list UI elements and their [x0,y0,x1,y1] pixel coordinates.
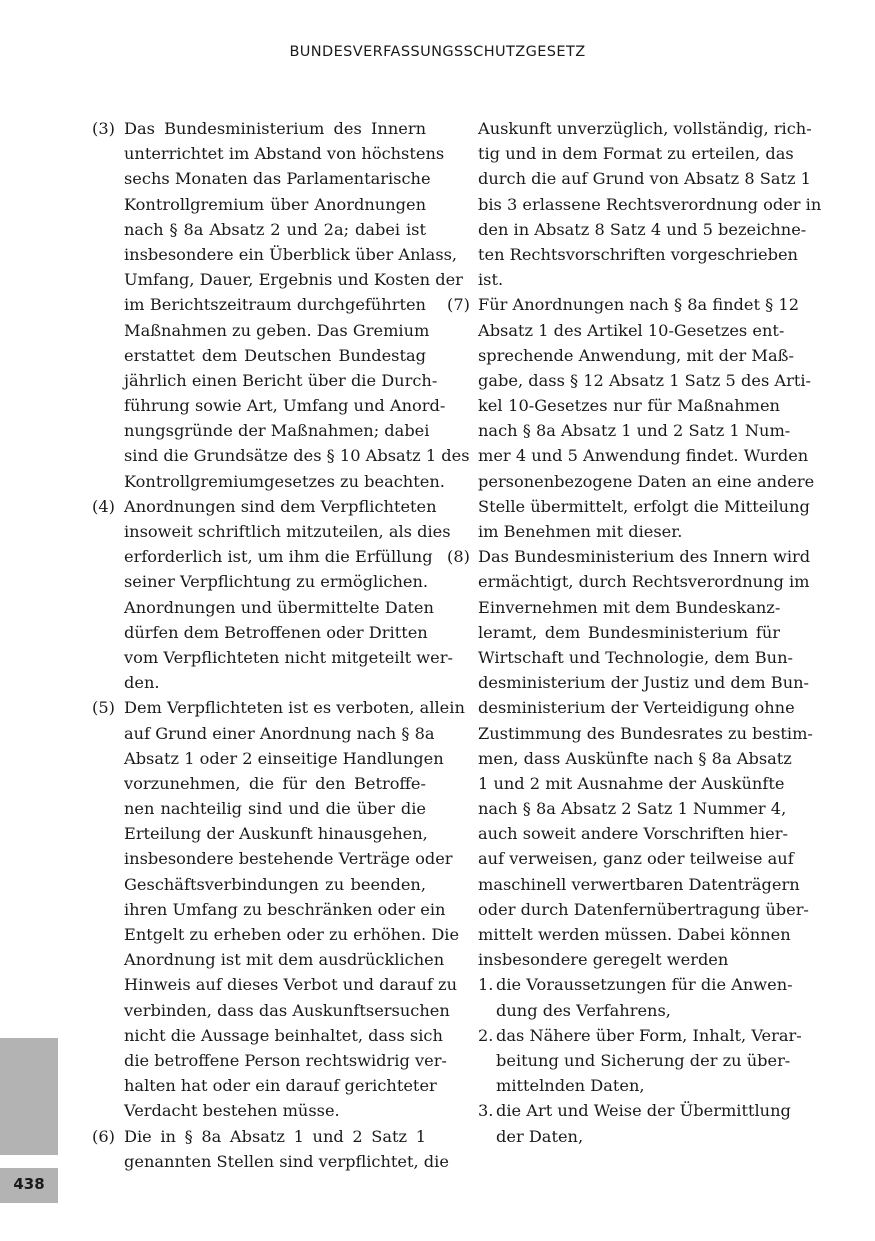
line-text: unterrichtet im Abstand von höchstens [124,144,445,164]
line-text: auf verweisen, ganz oder teilweise auf [478,849,794,869]
text-line [447,192,822,217]
text-line [92,418,430,443]
line-text: der Daten, [496,1126,584,1146]
text-line [92,267,463,292]
text-line [92,494,437,519]
text-line [447,569,810,594]
line-text: Geschäftsverbindungen zu beenden, [124,874,426,894]
list-item-number: 1. [478,975,494,995]
line-text: dürfen dem Betroffenen oder Dritten [124,622,428,642]
text-line [92,1023,443,1048]
line-text: Dem Verpflichteten ist es verboten, allein [124,698,465,718]
line-text: Zustimmung des Bundesrates zu bestim- [478,723,813,743]
text-line [92,695,465,720]
line-text: men, dass Auskünfte nach § 8a Absatz [478,748,792,768]
line-text: personenbezogene Daten an eine andere [478,471,815,491]
line-text: Anordnungen sind dem Verpflichteten [124,496,437,516]
line-text: Anordnungen und übermittelte Daten [124,597,434,617]
paragraph-number: (3) [92,119,115,138]
line-text: Kontrollgremium über Anordnungen [124,194,426,214]
line-text: gabe, dass § 12 Absatz 1 Satz 5 des Arti- [478,370,811,390]
text-line [447,695,795,720]
line-text: desministerium der Justiz und dem Bun- [478,673,810,693]
line-text: desministerium der Verteidigung ohne [478,698,795,718]
line-text: mittelt werden müssen. Dabei können [478,925,791,944]
line-text: nicht die Aussage beinhaltet, dass sich [124,1025,443,1045]
line-text: mer 4 und 5 Anwendung findet. Wurden [478,446,809,466]
text-line [447,393,780,418]
text-line [447,998,780,1023]
line-text: bis 3 erlassene Rechtsverordnung oder in [478,194,822,214]
line-text: insbesondere geregelt werden [478,950,729,970]
text-line [447,872,800,897]
line-text: Umfang, Dauer, Ergebnis und Kosten der [124,270,463,290]
text-line [447,620,780,645]
line-text: oder durch Datenfernübertragung über- [478,899,809,919]
line-text: die Voraussetzungen für die Anwen- [496,975,793,995]
line-text: verbinden, dass das Auskunftsersuchen [124,1000,450,1020]
text-line [92,796,426,821]
text-line [92,947,445,972]
line-text: Auskunft unverzüglich, vollständig, rich- [478,119,812,138]
text-line [447,267,780,292]
running-header: BUNDESVERFASSUNGSSCHUTZGESETZ [289,44,586,60]
text-line [92,469,445,494]
text-line [447,343,794,368]
text-line [92,318,430,343]
text-line [92,192,426,217]
margin-thumb-tab [0,1038,58,1155]
text-line [447,1098,791,1123]
text-line [92,972,458,997]
line-text: auch soweit andere Vorschriften hier- [478,824,788,844]
text-line [447,368,811,393]
line-text: nach § 8a Absatz 1 und 2 Satz 1 Num- [478,421,791,441]
line-text: 1 und 2 mit Ausnahme der Auskünfte [478,773,785,793]
line-text: seiner Verpflichtung zu ermöglichen. [124,572,429,592]
line-text: kel 10-Gesetzes nur für Maßnahmen [478,396,780,416]
line-text: insoweit schriftlich mitzuteilen, als dies [124,522,451,541]
line-text: sprechende Anwendung, mit der Maß- [478,345,794,365]
text-line [92,242,458,267]
line-text: Absatz 1 oder 2 einseitige Handlungen [124,748,444,768]
text-line [92,443,470,468]
list-item-number: 2. [478,1025,494,1045]
text-line [447,1048,791,1073]
text-line [92,141,445,166]
text-line [447,544,811,569]
line-text: den. [124,673,160,693]
text-line [92,595,434,620]
line-text: den in Absatz 8 Satz 4 und 5 bezeichne- [478,219,807,239]
line-text: Erteilung der Auskunft hinausgehen, [124,824,428,844]
line-text: Absatz 1 des Artikel 10-Gesetzes ent- [478,320,785,340]
text-line [447,519,780,544]
line-text: Das Bundesministerium des Innern [124,119,426,138]
text-line [92,922,460,947]
line-text: insbesondere bestehende Verträge oder [124,849,453,869]
page-number: 438 [0,1168,58,1203]
text-line [92,217,426,242]
line-text: erstattet dem Deutschen Bundestag [124,345,426,365]
text-line [447,242,798,267]
text-line [92,620,426,645]
text-line [92,393,446,418]
text-line [92,645,453,670]
line-text: Verdacht bestehen müsse. [124,1101,340,1121]
line-text: sind die Grundsätze des § 10 Absatz 1 des [124,446,470,466]
text-line [447,721,813,746]
text-line [447,645,793,670]
text-line [92,544,433,569]
right-column [447,116,822,1149]
text-line [447,1124,780,1149]
paragraph-number: (5) [92,698,115,718]
text-line [92,721,435,746]
line-text: ten Rechtsvorschriften vorgeschrieben [478,244,798,264]
line-text: genannten Stellen sind verpflichtet, die [124,1151,449,1171]
paragraph-number: (4) [92,496,115,516]
paragraph-number: (6) [92,1126,115,1146]
line-text: Für Anordnungen nach § 8a findet § 12 [478,295,799,315]
line-text: mittelnden Daten, [496,1076,645,1096]
text-line [92,1098,426,1123]
line-text: führung sowie Art, Umfang und Anord- [124,396,446,416]
text-line [92,368,438,393]
text-line [447,670,810,695]
line-text: Stelle übermittelt, erfolgt die Mitteilung [478,496,810,516]
line-text: Maßnahmen zu geben. Das Gremium [124,320,430,340]
line-text: ihren Umfang zu beschränken oder ein [124,899,446,919]
line-text: vom Verpflichteten nicht mitgeteilt wer- [124,647,453,667]
text-line [92,166,431,191]
line-text: insbesondere ein Überblick über Anlass, [124,244,458,264]
text-line [447,217,807,242]
text-line [92,897,446,922]
text-line [447,1023,802,1048]
line-text: ermächtigt, durch Rechtsverordnung im [478,572,810,592]
line-text: jährlich einen Bericht über die Durch- [124,370,438,390]
line-text: ist. [478,270,504,290]
line-text: im Benehmen mit dieser. [478,522,683,541]
line-text: die Art und Weise der Übermittlung [496,1101,791,1121]
line-text: tig und in dem Format zu erteilen, das [478,144,794,164]
line-text: sechs Monaten das Parlamentarische [124,169,431,189]
line-text: Kontrollgremiumgesetzes zu beachten. [124,471,445,491]
line-text: Wirtschaft und Technologie, dem Bun- [478,647,793,667]
text-line [447,922,791,947]
text-line [447,292,799,317]
text-line [447,947,780,972]
text-line [92,1149,449,1174]
line-text: erforderlich ist, um ihm die Erfüllung [124,547,433,567]
text-line [447,116,812,141]
text-line [447,443,809,468]
line-text: auf Grund einer Anordnung nach § 8a [124,723,435,743]
text-line [92,292,426,317]
text-line [447,771,785,796]
line-text: Entgelt zu erheben oder zu erhöhen. Die [124,925,460,944]
line-text: das Nähere über Form, Inhalt, Verar- [496,1025,802,1045]
line-text: halten hat oder ein darauf gerichteter [124,1076,437,1096]
text-line [447,796,787,821]
paragraph-number: (8) [447,547,470,567]
text-line [447,846,794,871]
text-line [92,821,426,846]
line-text: Hinweis auf dieses Verbot und darauf zu [124,975,458,995]
text-line [92,846,453,871]
text-line [92,670,426,695]
text-line [92,569,429,594]
line-text: Einvernehmen mit dem Bundeskanz- [478,597,781,617]
line-text: die betroffene Person rechtswidrig ver- [124,1050,447,1070]
text-line [447,746,792,771]
line-text: Das Bundesministerium des Innern wird [478,547,811,567]
text-line [447,494,810,519]
line-text: dung des Verfahrens, [496,1000,671,1020]
text-line [447,469,815,494]
text-line [447,166,811,191]
text-line [447,821,788,846]
line-text: nach § 8a Absatz 2 Satz 1 Nummer 4, [478,799,787,819]
text-line [447,972,793,997]
text-line [447,318,785,343]
line-text: Die in § 8a Absatz 1 und 2 Satz 1 [124,1126,426,1146]
list-item-number: 3. [478,1101,494,1121]
text-line [92,746,444,771]
line-text: leramt, dem Bundesministerium für [478,622,780,642]
line-text: beitung und Sicherung der zu über- [496,1050,791,1070]
line-text: maschinell verwertbaren Datenträgern [478,874,800,894]
text-line [92,116,426,141]
text-line [92,519,451,544]
line-text: vorzunehmen, die für den Betroffe- [124,773,426,793]
line-text: durch die auf Grund von Absatz 8 Satz 1 [478,169,811,189]
text-line [447,897,809,922]
paragraph-number: (7) [447,295,470,315]
text-line [92,1124,426,1149]
line-text: nen nachteilig sind und die über die [124,799,426,819]
text-line [447,141,794,166]
line-text: im Berichtszeitraum durchgeführten [124,295,426,315]
text-line [92,872,426,897]
line-text: Anordnung ist mit dem ausdrücklichen [124,950,445,970]
line-text: nungsgründe der Maßnahmen; dabei [124,421,430,441]
text-line [447,595,780,620]
text-line [92,1048,447,1073]
text-line [92,1073,437,1098]
text-line [447,418,791,443]
text-line [92,771,426,796]
text-line [447,1073,780,1098]
left-column [92,116,470,1174]
text-line [92,998,450,1023]
line-text: nach § 8a Absatz 2 und 2a; dabei ist [124,219,426,239]
text-line [92,343,426,368]
